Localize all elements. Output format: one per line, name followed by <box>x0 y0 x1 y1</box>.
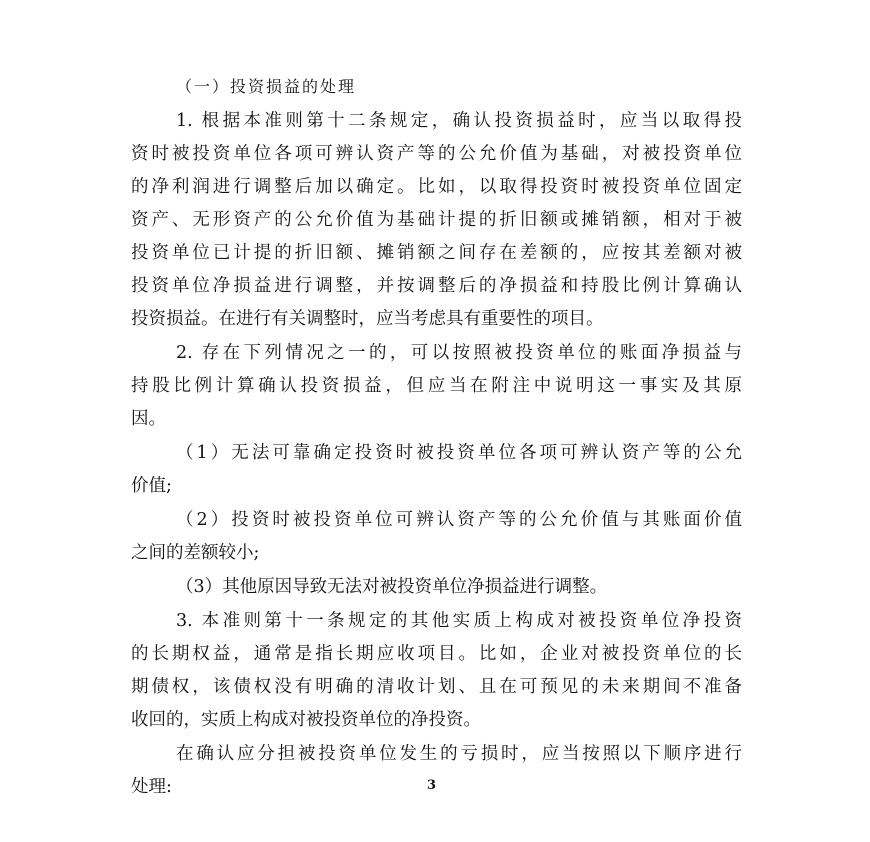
list-item-line: 之间的差额较小; <box>131 543 260 563</box>
paragraph-line: 的长期权益，通常是指长期应收项目。比如，企业对被投资单位的长 <box>131 644 742 664</box>
paragraph-line: 处理: <box>131 777 172 797</box>
paragraph-line: 资时被投资单位各项可辨认资产等的公允价值为基础，对被投资单位 <box>131 144 742 164</box>
list-item-line: （2）投资时被投资单位可辨认资产等的公允价值与其账面价值 <box>176 510 742 530</box>
paragraph-line: 收回的，实质上构成对被投资单位的净投资。 <box>131 710 481 730</box>
list-item-line: （3）其他原因导致无法对被投资单位净损益进行调整。 <box>176 577 608 597</box>
section-heading: （一）投资损益的处理 <box>176 77 357 96</box>
list-item-line: （1）无法可靠确定投资时被投资单位各项可辨认资产等的公允 <box>176 443 742 463</box>
paragraph-line: 投资单位净损益进行调整，并按调整后的净损益和持股比例计算确认 <box>131 276 742 296</box>
paragraph-line: 投资损益。在进行有关调整时，应当考虑具有重要性的项目。 <box>131 309 604 329</box>
list-item-line: 价值; <box>131 476 172 496</box>
paragraph-line: 的净利润进行调整后加以确定。比如，以取得投资时被投资单位固定 <box>131 177 742 197</box>
paragraph-line: 因。 <box>131 409 166 429</box>
paragraph-line: 1. 根据本准则第十二条规定，确认投资损益时，应当以取得投 <box>176 111 742 131</box>
paragraph-line: 在确认应分担被投资单位发生的亏损时，应当按照以下顺序进行 <box>176 744 742 764</box>
paragraph-line: 资产、无形资产的公允价值为基础计提的折旧额或摊销额，相对于被 <box>131 210 742 230</box>
paragraph-line: 持股比例计算确认投资损益，但应当在附注中说明这一事实及其原 <box>131 376 742 396</box>
paragraph-line: 2. 存在下列情况之一的，可以按照被投资单位的账面净损益与 <box>176 343 742 363</box>
paragraph-line: 3. 本准则第十一条规定的其他实质上构成对被投资单位净投资 <box>176 611 742 631</box>
paragraph-line: 投资单位已计提的折旧额、摊销额之间存在差额的，应按其差额对被 <box>131 243 742 263</box>
page-number: 3 <box>427 778 437 793</box>
paragraph-line: 期债权，该债权没有明确的清收计划、且在可预见的未来期间不准备 <box>131 677 742 697</box>
